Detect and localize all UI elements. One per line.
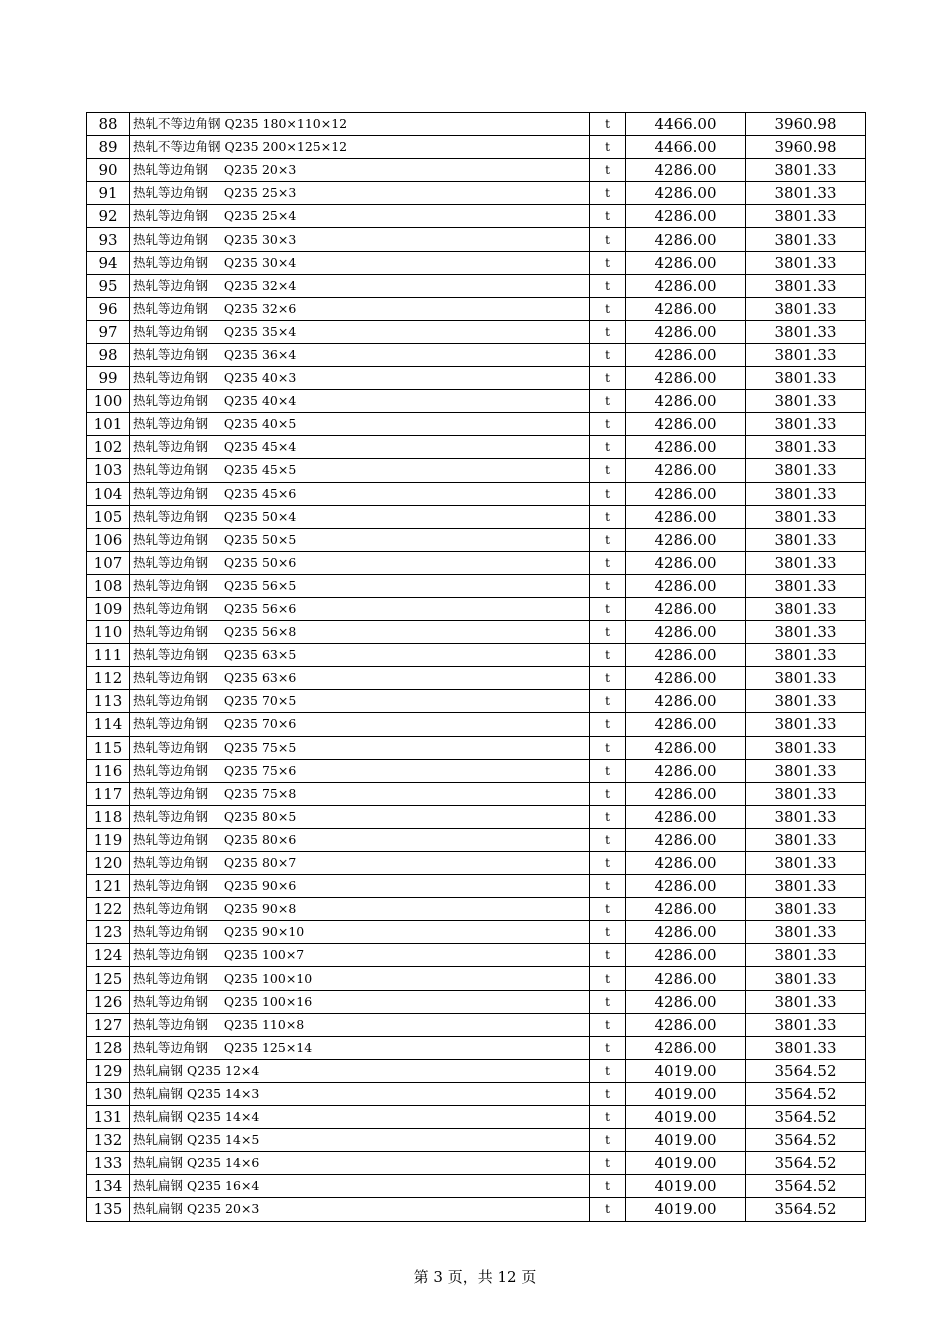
row-number: 122 <box>87 898 130 921</box>
item-unit: t <box>590 805 626 828</box>
tax-included-price: 4286.00 <box>626 251 746 274</box>
table-row <box>87 782 866 805</box>
row-number: 94 <box>87 251 130 274</box>
tax-included-price: 4286.00 <box>626 159 746 182</box>
tax-excluded-price: 3801.33 <box>746 482 866 505</box>
tax-excluded-price: 3564.52 <box>746 1106 866 1129</box>
tax-excluded-price: 3801.33 <box>746 320 866 343</box>
row-number: 123 <box>87 921 130 944</box>
item-name: 热轧扁钢 Q235 14×3 <box>130 1082 590 1105</box>
tax-included-price: 4286.00 <box>626 274 746 297</box>
item-name: 热轧等边角钢 Q235 40×5 <box>130 413 590 436</box>
tax-included-price: 4286.00 <box>626 828 746 851</box>
tax-excluded-price: 3801.33 <box>746 459 866 482</box>
tax-excluded-price: 3801.33 <box>746 297 866 320</box>
item-name: 热轧等边角钢 Q235 100×10 <box>130 967 590 990</box>
row-number: 95 <box>87 274 130 297</box>
row-number: 116 <box>87 759 130 782</box>
tax-excluded-price: 3564.52 <box>746 1082 866 1105</box>
tax-included-price: 4286.00 <box>626 228 746 251</box>
tax-included-price: 4286.00 <box>626 921 746 944</box>
table-row <box>87 898 866 921</box>
item-unit: t <box>590 990 626 1013</box>
item-unit: t <box>590 875 626 898</box>
item-unit: t <box>590 898 626 921</box>
item-unit: t <box>590 1129 626 1152</box>
tax-excluded-price: 3801.33 <box>746 574 866 597</box>
table-row <box>87 505 866 528</box>
table-row <box>87 1036 866 1059</box>
tax-included-price: 4286.00 <box>626 782 746 805</box>
tax-included-price: 4286.00 <box>626 621 746 644</box>
table-row <box>87 736 866 759</box>
tax-included-price: 4286.00 <box>626 551 746 574</box>
item-name: 热轧等边角钢 Q235 125×14 <box>130 1036 590 1059</box>
tax-excluded-price: 3801.33 <box>746 805 866 828</box>
tax-included-price: 4286.00 <box>626 205 746 228</box>
tax-included-price: 4286.00 <box>626 875 746 898</box>
tax-excluded-price: 3801.33 <box>746 390 866 413</box>
item-name: 热轧等边角钢 Q235 40×4 <box>130 390 590 413</box>
row-number: 118 <box>87 805 130 828</box>
item-unit: t <box>590 1013 626 1036</box>
tax-excluded-price: 3801.33 <box>746 367 866 390</box>
tax-excluded-price: 3801.33 <box>746 251 866 274</box>
item-name: 热轧等边角钢 Q235 36×4 <box>130 343 590 366</box>
tax-included-price: 4286.00 <box>626 528 746 551</box>
row-number: 93 <box>87 228 130 251</box>
table-row <box>87 482 866 505</box>
tax-excluded-price: 3801.33 <box>746 967 866 990</box>
item-name: 热轧扁钢 Q235 12×4 <box>130 1059 590 1082</box>
item-unit: t <box>590 690 626 713</box>
tax-included-price: 4286.00 <box>626 713 746 736</box>
row-number: 119 <box>87 828 130 851</box>
item-unit: t <box>590 459 626 482</box>
item-unit: t <box>590 759 626 782</box>
item-unit: t <box>590 713 626 736</box>
row-number: 92 <box>87 205 130 228</box>
tax-included-price: 4019.00 <box>626 1175 746 1198</box>
tax-excluded-price: 3801.33 <box>746 505 866 528</box>
item-unit: t <box>590 1152 626 1175</box>
table-row <box>87 367 866 390</box>
table-row <box>87 713 866 736</box>
item-unit: t <box>590 136 626 159</box>
tax-excluded-price: 3564.52 <box>746 1059 866 1082</box>
tax-excluded-price: 3960.98 <box>746 136 866 159</box>
item-name: 热轧等边角钢 Q235 80×5 <box>130 805 590 828</box>
item-name: 热轧等边角钢 Q235 25×4 <box>130 205 590 228</box>
item-unit: t <box>590 505 626 528</box>
row-number: 117 <box>87 782 130 805</box>
item-unit: t <box>590 274 626 297</box>
tax-excluded-price: 3801.33 <box>746 852 866 875</box>
item-name: 热轧等边角钢 Q235 90×10 <box>130 921 590 944</box>
row-number: 100 <box>87 390 130 413</box>
item-name: 热轧等边角钢 Q235 20×3 <box>130 159 590 182</box>
row-number: 98 <box>87 343 130 366</box>
item-unit: t <box>590 297 626 320</box>
tax-included-price: 4286.00 <box>626 898 746 921</box>
tax-excluded-price: 3801.33 <box>746 436 866 459</box>
tax-excluded-price: 3801.33 <box>746 990 866 1013</box>
item-name: 热轧等边角钢 Q235 50×5 <box>130 528 590 551</box>
row-number: 115 <box>87 736 130 759</box>
tax-excluded-price: 3801.33 <box>746 228 866 251</box>
item-unit: t <box>590 944 626 967</box>
tax-excluded-price: 3801.33 <box>746 944 866 967</box>
table-row <box>87 459 866 482</box>
tax-included-price: 4019.00 <box>626 1129 746 1152</box>
row-number: 103 <box>87 459 130 482</box>
row-number: 105 <box>87 505 130 528</box>
item-unit: t <box>590 436 626 459</box>
item-unit: t <box>590 736 626 759</box>
tax-included-price: 4286.00 <box>626 297 746 320</box>
table-row <box>87 990 866 1013</box>
tax-excluded-price: 3801.33 <box>746 528 866 551</box>
item-name: 热轧等边角钢 Q235 90×6 <box>130 875 590 898</box>
row-number: 132 <box>87 1129 130 1152</box>
row-number: 107 <box>87 551 130 574</box>
tax-included-price: 4286.00 <box>626 690 746 713</box>
table-row <box>87 182 866 205</box>
table-row <box>87 875 866 898</box>
row-number: 101 <box>87 413 130 436</box>
item-name: 热轧等边角钢 Q235 90×8 <box>130 898 590 921</box>
table-row <box>87 805 866 828</box>
tax-included-price: 4286.00 <box>626 182 746 205</box>
item-unit: t <box>590 667 626 690</box>
row-number: 120 <box>87 852 130 875</box>
tax-included-price: 4019.00 <box>626 1082 746 1105</box>
tax-included-price: 4286.00 <box>626 390 746 413</box>
table-row <box>87 1175 866 1198</box>
table-row <box>87 228 866 251</box>
item-unit: t <box>590 1082 626 1105</box>
table-row <box>87 944 866 967</box>
tax-excluded-price: 3801.33 <box>746 667 866 690</box>
item-name: 热轧等边角钢 Q235 100×7 <box>130 944 590 967</box>
tax-excluded-price: 3801.33 <box>746 644 866 667</box>
item-name: 热轧扁钢 Q235 14×6 <box>130 1152 590 1175</box>
item-name: 热轧等边角钢 Q235 45×5 <box>130 459 590 482</box>
table-row <box>87 528 866 551</box>
item-name: 热轧等边角钢 Q235 40×3 <box>130 367 590 390</box>
tax-excluded-price: 3960.98 <box>746 113 866 136</box>
table-row <box>87 1129 866 1152</box>
tax-excluded-price: 3801.33 <box>746 921 866 944</box>
table-row <box>87 159 866 182</box>
item-name: 热轧等边角钢 Q235 75×8 <box>130 782 590 805</box>
table-row <box>87 251 866 274</box>
item-name: 热轧等边角钢 Q235 32×6 <box>130 297 590 320</box>
item-unit: t <box>590 343 626 366</box>
tax-included-price: 4466.00 <box>626 136 746 159</box>
page-footer: 第 3 页，共 12 页 <box>413 1268 537 1286</box>
tax-included-price: 4019.00 <box>626 1152 746 1175</box>
tax-included-price: 4466.00 <box>626 113 746 136</box>
item-unit: t <box>590 551 626 574</box>
table-row <box>87 1198 866 1221</box>
tax-excluded-price: 3564.52 <box>746 1129 866 1152</box>
tax-excluded-price: 3801.33 <box>746 736 866 759</box>
item-unit: t <box>590 113 626 136</box>
row-number: 133 <box>87 1152 130 1175</box>
tax-included-price: 4286.00 <box>626 667 746 690</box>
table-row <box>87 574 866 597</box>
item-name: 热轧等边角钢 Q235 50×4 <box>130 505 590 528</box>
table-row <box>87 1059 866 1082</box>
tax-included-price: 4286.00 <box>626 482 746 505</box>
tax-included-price: 4286.00 <box>626 320 746 343</box>
item-unit: t <box>590 921 626 944</box>
row-number: 134 <box>87 1175 130 1198</box>
table-row <box>87 967 866 990</box>
item-name: 热轧等边角钢 Q235 45×6 <box>130 482 590 505</box>
item-unit: t <box>590 782 626 805</box>
tax-excluded-price: 3801.33 <box>746 782 866 805</box>
tax-included-price: 4286.00 <box>626 759 746 782</box>
row-number: 88 <box>87 113 130 136</box>
table-row <box>87 597 866 620</box>
row-number: 127 <box>87 1013 130 1036</box>
item-name: 热轧等边角钢 Q235 80×6 <box>130 828 590 851</box>
tax-excluded-price: 3801.33 <box>746 828 866 851</box>
table-row <box>87 921 866 944</box>
table-row <box>87 828 866 851</box>
row-number: 111 <box>87 644 130 667</box>
table-row <box>87 136 866 159</box>
row-number: 104 <box>87 482 130 505</box>
item-unit: t <box>590 1175 626 1198</box>
item-unit: t <box>590 621 626 644</box>
tax-included-price: 4286.00 <box>626 990 746 1013</box>
tax-excluded-price: 3801.33 <box>746 690 866 713</box>
tax-excluded-price: 3801.33 <box>746 413 866 436</box>
tax-included-price: 4286.00 <box>626 805 746 828</box>
tax-excluded-price: 3801.33 <box>746 875 866 898</box>
item-name: 热轧等边角钢 Q235 56×6 <box>130 597 590 620</box>
tax-included-price: 4286.00 <box>626 944 746 967</box>
tax-excluded-price: 3801.33 <box>746 597 866 620</box>
item-unit: t <box>590 1059 626 1082</box>
row-number: 126 <box>87 990 130 1013</box>
table-row <box>87 274 866 297</box>
item-name: 热轧等边角钢 Q235 110×8 <box>130 1013 590 1036</box>
row-number: 99 <box>87 367 130 390</box>
row-number: 102 <box>87 436 130 459</box>
tax-included-price: 4286.00 <box>626 436 746 459</box>
item-name: 热轧等边角钢 Q235 30×4 <box>130 251 590 274</box>
table-row <box>87 551 866 574</box>
item-name: 热轧扁钢 Q235 14×4 <box>130 1106 590 1129</box>
tax-included-price: 4286.00 <box>626 1036 746 1059</box>
item-name: 热轧等边角钢 Q235 70×6 <box>130 713 590 736</box>
tax-excluded-price: 3801.33 <box>746 274 866 297</box>
item-unit: t <box>590 574 626 597</box>
item-name: 热轧扁钢 Q235 16×4 <box>130 1175 590 1198</box>
table-row <box>87 205 866 228</box>
tax-included-price: 4286.00 <box>626 505 746 528</box>
tax-excluded-price: 3801.33 <box>746 551 866 574</box>
tax-excluded-price: 3801.33 <box>746 343 866 366</box>
table-row <box>87 413 866 436</box>
tax-included-price: 4019.00 <box>626 1059 746 1082</box>
table-row <box>87 390 866 413</box>
table-row <box>87 436 866 459</box>
tax-excluded-price: 3801.33 <box>746 159 866 182</box>
item-name: 热轧等边角钢 Q235 75×6 <box>130 759 590 782</box>
table-row <box>87 320 866 343</box>
tax-included-price: 4286.00 <box>626 413 746 436</box>
row-number: 125 <box>87 967 130 990</box>
item-name: 热轧等边角钢 Q235 25×3 <box>130 182 590 205</box>
table-row <box>87 1082 866 1105</box>
table-row <box>87 852 866 875</box>
row-number: 124 <box>87 944 130 967</box>
item-unit: t <box>590 205 626 228</box>
item-name: 热轧不等边角钢 Q235 180×110×12 <box>130 113 590 136</box>
item-unit: t <box>590 528 626 551</box>
item-name: 热轧扁钢 Q235 14×5 <box>130 1129 590 1152</box>
item-unit: t <box>590 159 626 182</box>
item-unit: t <box>590 1036 626 1059</box>
table-row <box>87 667 866 690</box>
row-number: 96 <box>87 297 130 320</box>
item-unit: t <box>590 367 626 390</box>
item-name: 热轧不等边角钢 Q235 200×125×12 <box>130 136 590 159</box>
item-name: 热轧等边角钢 Q235 63×6 <box>130 667 590 690</box>
tax-included-price: 4019.00 <box>626 1106 746 1129</box>
item-name: 热轧等边角钢 Q235 35×4 <box>130 320 590 343</box>
tax-included-price: 4286.00 <box>626 852 746 875</box>
item-name: 热轧等边角钢 Q235 56×5 <box>130 574 590 597</box>
tax-included-price: 4286.00 <box>626 736 746 759</box>
row-number: 112 <box>87 667 130 690</box>
tax-included-price: 4286.00 <box>626 967 746 990</box>
item-name: 热轧等边角钢 Q235 63×5 <box>130 644 590 667</box>
table-body <box>87 113 866 1222</box>
row-number: 131 <box>87 1106 130 1129</box>
item-unit: t <box>590 482 626 505</box>
item-unit: t <box>590 828 626 851</box>
item-unit: t <box>590 1106 626 1129</box>
table-row <box>87 113 866 136</box>
row-number: 114 <box>87 713 130 736</box>
row-number: 121 <box>87 875 130 898</box>
tax-included-price: 4286.00 <box>626 1013 746 1036</box>
item-name: 热轧等边角钢 Q235 45×4 <box>130 436 590 459</box>
row-number: 89 <box>87 136 130 159</box>
item-unit: t <box>590 597 626 620</box>
tax-excluded-price: 3801.33 <box>746 759 866 782</box>
item-unit: t <box>590 413 626 436</box>
table-row <box>87 1013 866 1036</box>
tax-included-price: 4286.00 <box>626 574 746 597</box>
row-number: 97 <box>87 320 130 343</box>
table-row <box>87 343 866 366</box>
table-row <box>87 621 866 644</box>
tax-excluded-price: 3801.33 <box>746 1036 866 1059</box>
tax-included-price: 4286.00 <box>626 597 746 620</box>
tax-excluded-price: 3801.33 <box>746 205 866 228</box>
tax-included-price: 4286.00 <box>626 459 746 482</box>
tax-excluded-price: 3564.52 <box>746 1175 866 1198</box>
row-number: 108 <box>87 574 130 597</box>
table-row <box>87 759 866 782</box>
item-name: 热轧等边角钢 Q235 32×4 <box>130 274 590 297</box>
item-name: 热轧等边角钢 Q235 100×16 <box>130 990 590 1013</box>
tax-excluded-price: 3564.52 <box>746 1198 866 1221</box>
tax-excluded-price: 3801.33 <box>746 713 866 736</box>
row-number: 130 <box>87 1082 130 1105</box>
item-unit: t <box>590 644 626 667</box>
table-row <box>87 690 866 713</box>
item-unit: t <box>590 182 626 205</box>
tax-excluded-price: 3801.33 <box>746 1013 866 1036</box>
item-unit: t <box>590 251 626 274</box>
item-name: 热轧等边角钢 Q235 70×5 <box>130 690 590 713</box>
item-name: 热轧等边角钢 Q235 50×6 <box>130 551 590 574</box>
tax-excluded-price: 3801.33 <box>746 182 866 205</box>
item-unit: t <box>590 320 626 343</box>
table-row <box>87 1152 866 1175</box>
item-unit: t <box>590 1198 626 1221</box>
tax-excluded-price: 3801.33 <box>746 621 866 644</box>
item-unit: t <box>590 228 626 251</box>
item-name: 热轧等边角钢 Q235 80×7 <box>130 852 590 875</box>
row-number: 113 <box>87 690 130 713</box>
table-row <box>87 644 866 667</box>
row-number: 135 <box>87 1198 130 1221</box>
row-number: 109 <box>87 597 130 620</box>
tax-included-price: 4019.00 <box>626 1198 746 1221</box>
row-number: 90 <box>87 159 130 182</box>
item-name: 热轧扁钢 Q235 20×3 <box>130 1198 590 1221</box>
row-number: 129 <box>87 1059 130 1082</box>
item-name: 热轧等边角钢 Q235 56×8 <box>130 621 590 644</box>
table-row <box>87 1106 866 1129</box>
tax-excluded-price: 3564.52 <box>746 1152 866 1175</box>
item-unit: t <box>590 852 626 875</box>
row-number: 128 <box>87 1036 130 1059</box>
tax-excluded-price: 3801.33 <box>746 898 866 921</box>
row-number: 106 <box>87 528 130 551</box>
item-unit: t <box>590 390 626 413</box>
tax-included-price: 4286.00 <box>626 644 746 667</box>
item-name: 热轧等边角钢 Q235 75×5 <box>130 736 590 759</box>
row-number: 91 <box>87 182 130 205</box>
tax-included-price: 4286.00 <box>626 367 746 390</box>
price-table <box>86 112 866 1222</box>
item-unit: t <box>590 967 626 990</box>
item-name: 热轧等边角钢 Q235 30×3 <box>130 228 590 251</box>
table-row <box>87 297 866 320</box>
row-number: 110 <box>87 621 130 644</box>
tax-included-price: 4286.00 <box>626 343 746 366</box>
